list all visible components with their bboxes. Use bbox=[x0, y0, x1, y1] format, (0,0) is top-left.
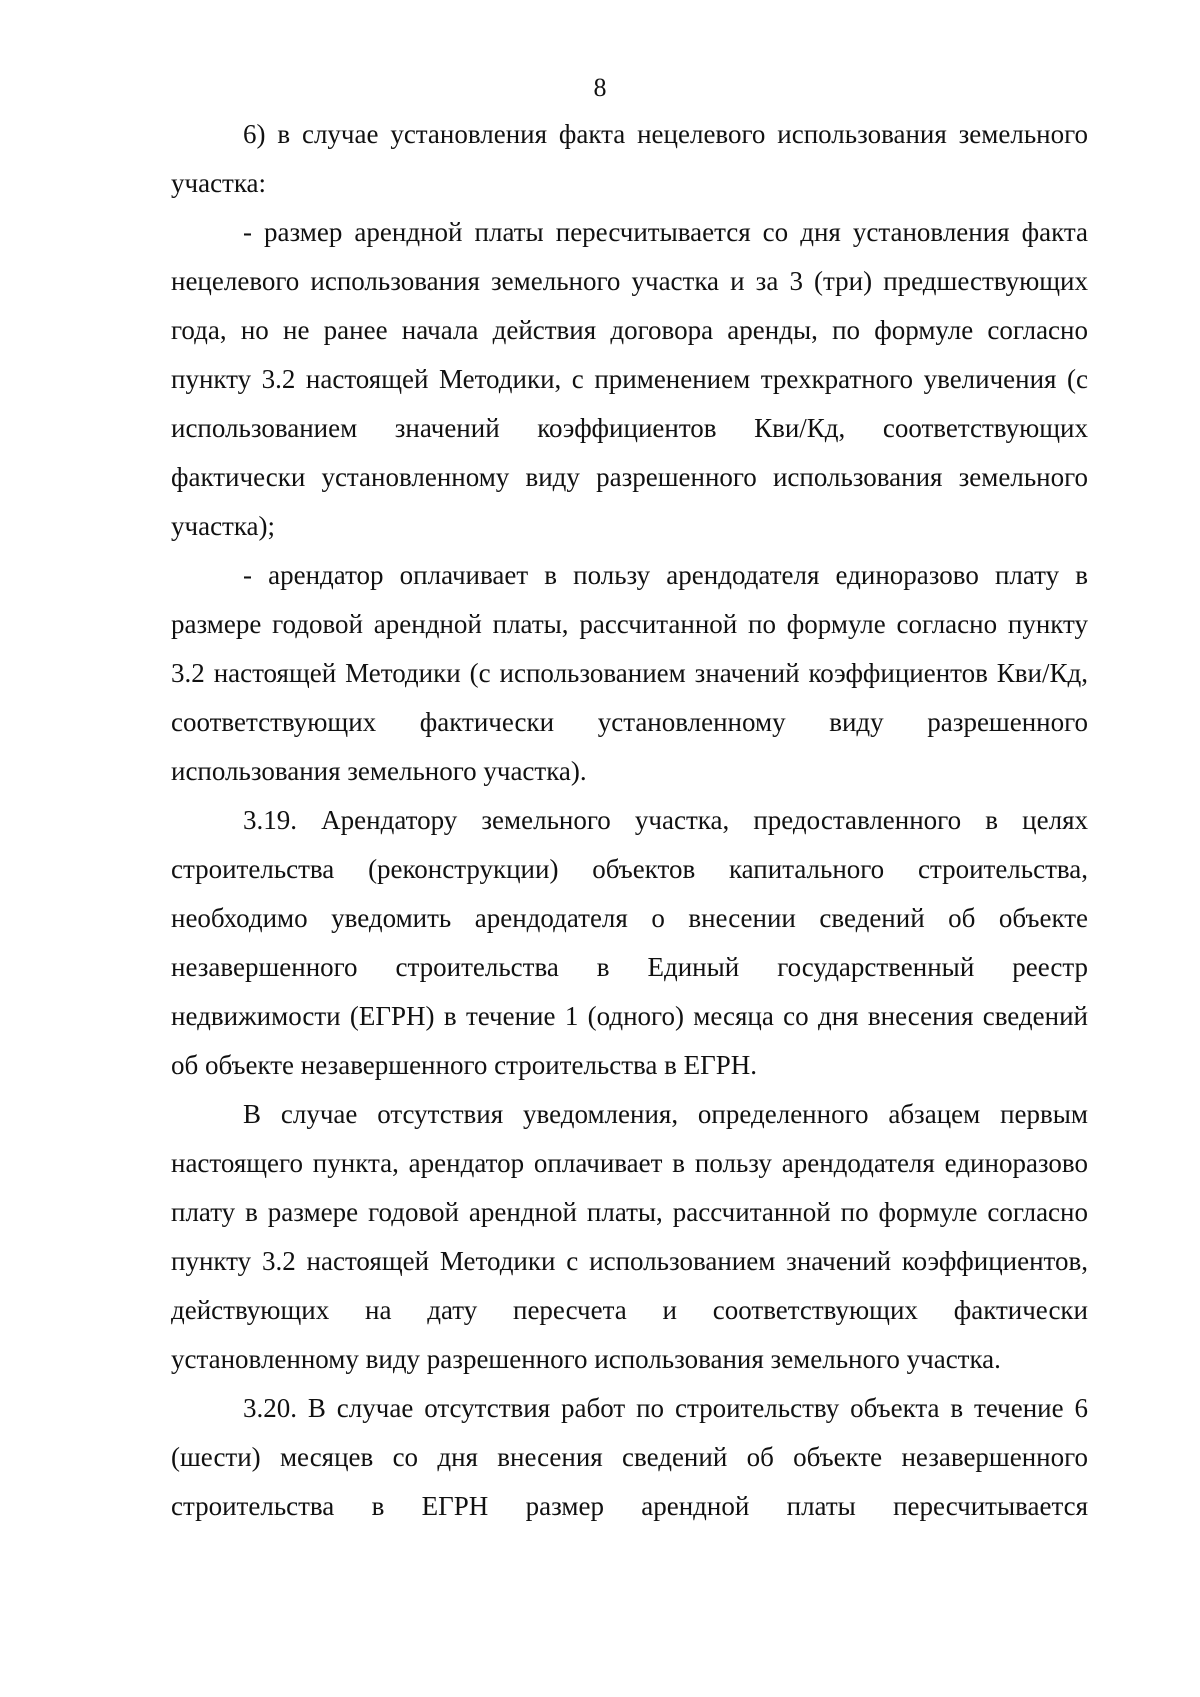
paragraph-3-19: 3.19. Арендатору земельного участка, предоставленного в целях строительства (реконструкции) объектов капитального строительства, необходимо уведомить арендодателя о внесении сведений об объекте незавершенного строительства в Единый государственный реестр недвижимости (ЕГРН) в течение 1 (одного) месяца со дня внесения сведений об объекте незавершенного строительства в ЕГРН. bbox=[171, 805, 1088, 1080]
paragraph-6-nontarget-use: 6) в случае установления факта нецелевого использования земельного участка: bbox=[171, 119, 1088, 198]
paragraph-3-20: 3.20. В случае отсутствия работ по строительству объекта в течение 6 (шести) месяцев со дня внесения сведений об объекте незавершенного строительства в ЕГРН размер арендной платы пересчитывается bbox=[171, 1393, 1088, 1521]
paragraph-rent-recalculation: - размер арендной платы пересчитывается со дня установления факта нецелевого использования земельного участка и за 3 (три) предшествующих года, но не ранее начала действия договора аренды, по формуле согласно пункту 3.2 настоящей Методики, с применением трехкратного увеличения (с использованием значений коэффициентов Кви/Кд, соответствующих фактически установленному виду разрешенного использования земельного участка); bbox=[171, 217, 1088, 541]
paragraph-one-time-payment: - арендатор оплачивает в пользу арендодателя единоразово плату в размере годовой арендной платы, рассчитанной по формуле согласно пункту 3.2 настоящей Методики (с использованием значений коэффициентов Кви/Кд, соответствующих фактически установленному виду разрешенного использования земельного участка). bbox=[171, 560, 1088, 786]
paragraph-3-19-absence-of-notice: В случае отсутствия уведомления, определенного абзацем первым настоящего пункта, арендатор оплачивает в пользу арендодателя единоразово плату в размере годовой арендной платы, рассчитанной по формуле согласно пункту 3.2 настоящей Методики с использованием значений коэффициентов, действующих на дату пересчета и соответствующих фактически установленному виду разрешенного использования земельного участка. bbox=[171, 1099, 1088, 1374]
page-number: 8 bbox=[593, 73, 607, 102]
document-body bbox=[171, 110, 1088, 1531]
